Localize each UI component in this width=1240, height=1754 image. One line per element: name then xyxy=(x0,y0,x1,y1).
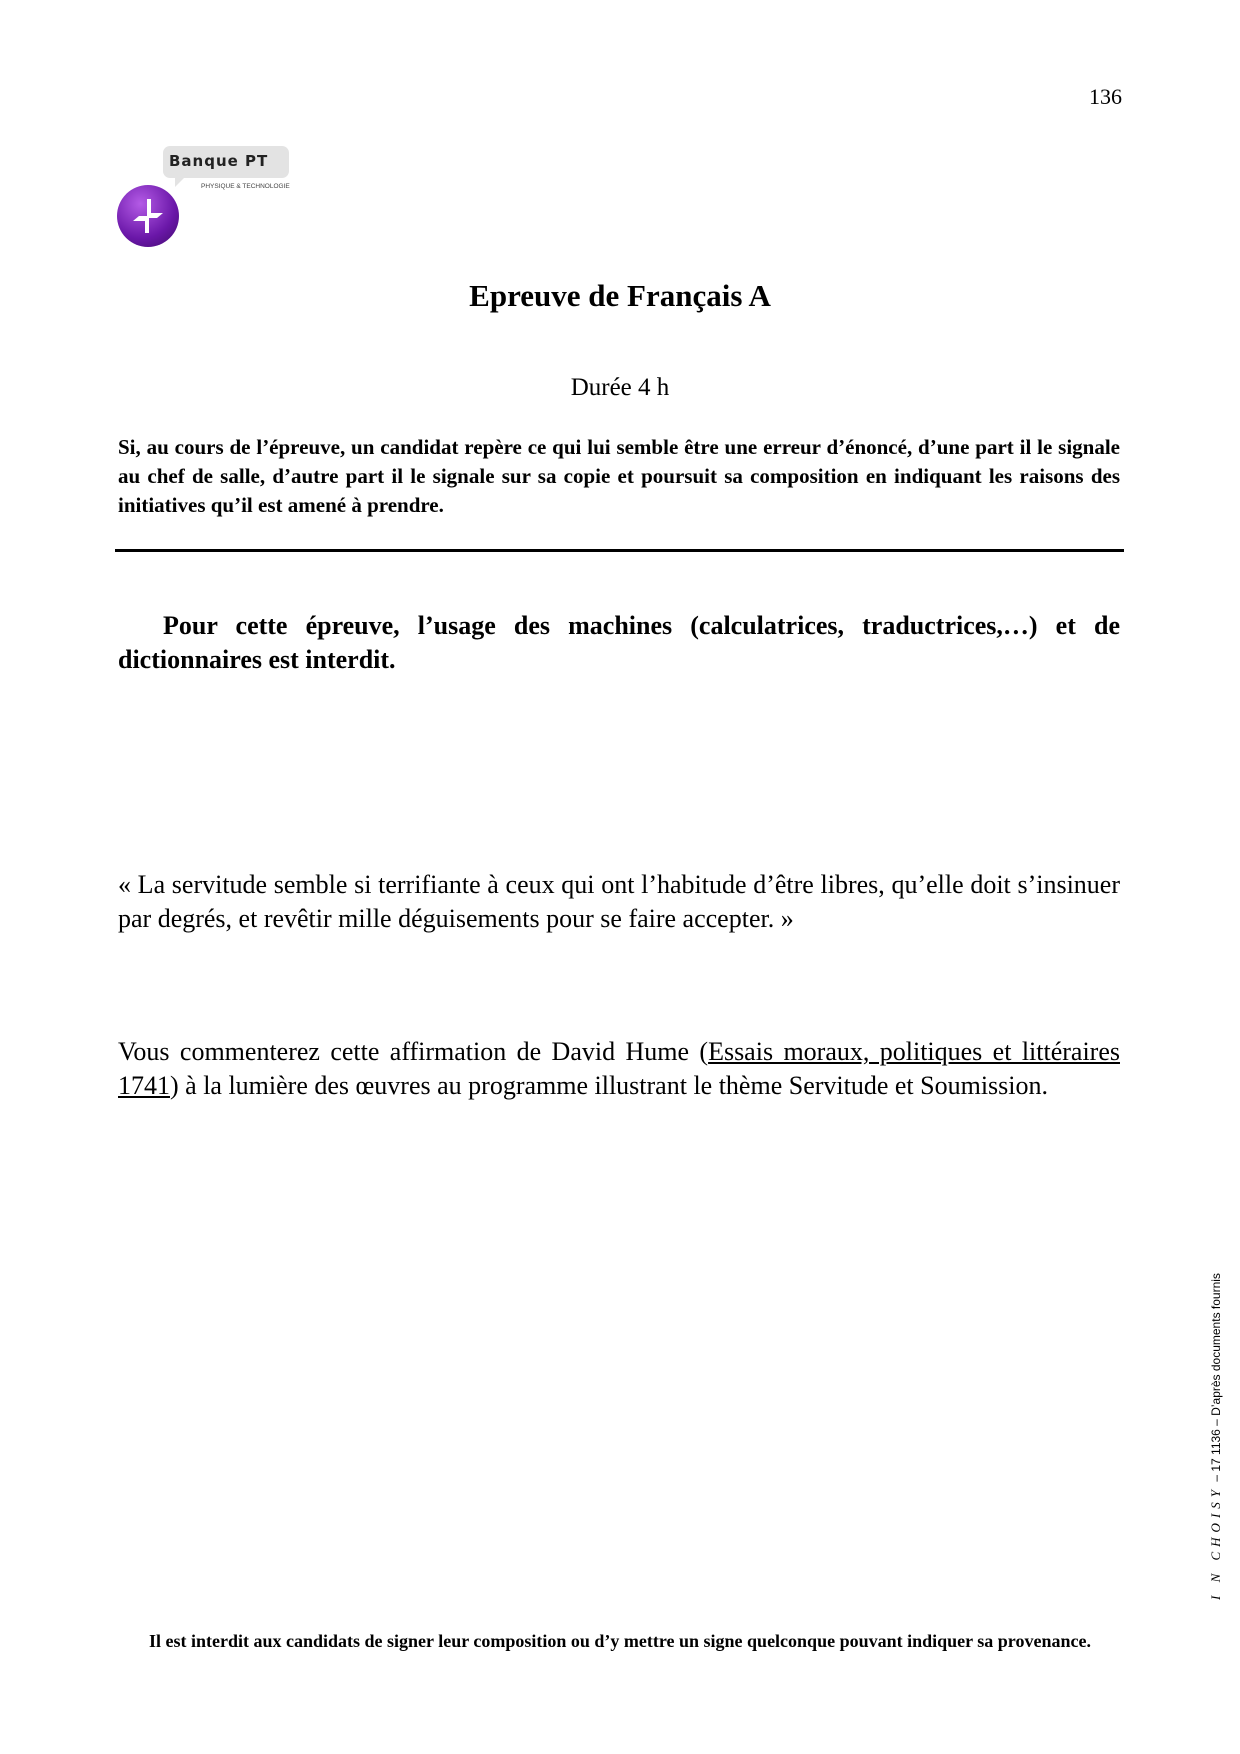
work-title: Essais moraux, politiques et littéraires 1741 xyxy=(118,1037,1120,1100)
page-number: 136 xyxy=(1089,84,1122,109)
hume-quote: « La servitude semble si terrifiante à ceux qui ont l’habitude d’être libres, qu’elle doit s’insinuer par degrés, et revêtir mille déguisements pour se faire accepter. » xyxy=(118,870,1120,933)
exam-duration: Durée 4 h xyxy=(570,374,670,401)
machines-notice: Pour cette épreuve, l’usage des machines (calculatrices, traductrices,…) et de dictionnaires est interdit. xyxy=(118,611,1120,674)
logo-circle-icon xyxy=(117,185,179,247)
error-notice: Si, au cours de l’épreuve, un candidat repère ce qui lui semble être une erreur d’énoncé, d’une part il le signale au chef de salle, d’autre part il le signale sur sa copie et poursuit sa composition en indiquant les raisons des initiatives qu’il est amené à prendre. xyxy=(118,435,1120,517)
printer-name: I N CHOISY xyxy=(1208,1484,1223,1600)
printer-ref: – 17 1136 – D’après documents fournis xyxy=(1209,1273,1223,1485)
printer-mark xyxy=(1208,1273,1224,1600)
banque-pt-logo xyxy=(117,146,297,248)
subject-text-before: Vous commenterez cette affirmation de David Hume ( xyxy=(118,1037,709,1066)
exam-title: Epreuve de Français A xyxy=(469,278,771,313)
footer-notice: Il est interdit aux candidats de signer leur composition ou d’y mettre un signe quelconque pouvant indiquer sa provenance. xyxy=(149,1631,1091,1651)
logo-brand: Banque PT xyxy=(169,152,269,170)
logo-tagline: PHYSIQUE & TECHNOLOGIE xyxy=(201,183,290,190)
exam-subject xyxy=(118,1035,1120,1103)
divider xyxy=(115,549,1124,552)
subject-text-after: ) à la lumière des œuvres au programme illustrant le thème Servitude et Soumission. xyxy=(170,1071,1049,1100)
